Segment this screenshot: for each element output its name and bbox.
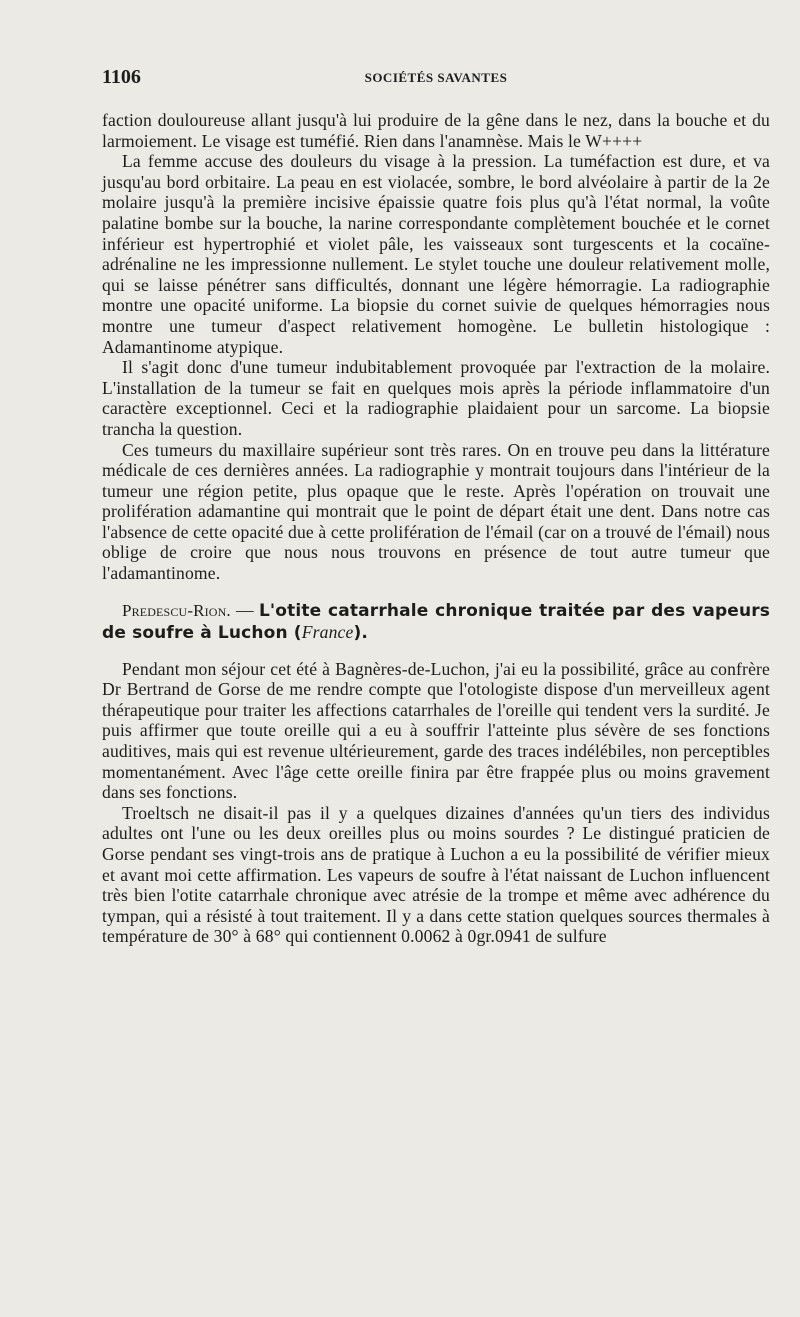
section-dash: — [230,599,259,620]
running-head: SOCIÉTÉS SAVANTES [364,70,508,85]
page-number: 1106 [102,66,141,88]
paragraph: Ces tumeurs du maxillaire supérieur sont très rares. On en trouve peu dans la littérature médicale de ces dernières années. La radiographie y montrait toujours dans l'intérieur de la tumeur une région petite, plus opaque que le reste. Après l'opération on trouvait une prolifération adamantine qui montrait que le point de départ était une dent. Dans notre cas l'absence de cette opacité due à cette prolifération de l'émail (car on a trouvé de l'émail) nous oblige de croire que nous nous trouvons en présence de tout autre tumeur que l'adamantinome. [102,439,770,584]
paragraph: Il s'agit donc d'une tumeur indubitablement provoquée par l'extraction de la molaire. L'installation de la tumeur se fait en quelques mois après la période inflammatoire d'un caractère exceptionnel. Ceci et la radiographie plaidaient pour un sarcome. La biopsie trancha la question. [102,357,770,439]
section-title-paren-close: ). [353,623,368,644]
section-title: L'otite catarrhale chronique traitée par des vapeurs de soufre à Luchon [102,600,770,644]
paragraph: faction douloureuse allant jusqu'à lui produire de la gêne dans le nez, dans la bouche et du larmoiement. Le visage est tuméfié. Rien dans l'anamnèse. Mais le W++++ [102,110,770,151]
section-heading [102,600,770,645]
section-author: Predescu-Rion. [122,600,231,620]
paragraph: Pendant mon séjour cet été à Bagnères-de-Luchon, j'ai eu la possibilité, grâce au confrère Dr Bertrand de Gorse de me rendre compte que l'otologiste dispose d'un merveilleux agent thérapeutique pour traiter les affections catarrhales de l'oreille qui tendent vers la surdité. Je puis affirmer que toute oreille qui a eu à souffrir l'atteinte plus sévère de ses fonctions auditives, mais qui est revenue ultérieurement, garde des traces indélébiles, non perceptibles momentanément. Avec l'âge cette oreille finira par être frappée plus ou moins gravement dans ses fonctions. [102,658,770,803]
body-text [102,110,770,947]
page-header [102,66,770,90]
section-title-paren-open: ( [287,623,302,644]
section-title-country: France [301,622,354,643]
paragraph: Troeltsch ne disait-il pas il y a quelques dizaines d'années qu'un tiers des individus adultes ont l'une ou les deux oreilles plus ou moins sourdes ? Le distingué praticien de Gorse pendant ses vingt-trois ans de pratique à Luchon a eu la possibilité de vérifier mieux et avant moi cette affirmation. Les vapeurs de soufre à l'état naissant de Luchon influencent très bien l'otite catarrhale chronique avec atrésie de la trompe et même avec adhérence du tympan, qui a résisté à tout traitement. Il y a dans cette station quelques sources thermales à température de 30° à 68° qui contiennent 0.0062 à 0gr.0941 de sulfure [102,802,770,947]
paragraph: La femme accuse des douleurs du visage à la pression. La tuméfaction est dure, et va jusqu'au bord orbitaire. La peau en est violacée, sombre, le bord alvéolaire à partir de la 2e molaire jusqu'à la première incisive épaissie quatre fois plus qu'à l'état normal, la voûte palatine bombe sur la bouche, la narine correspondante complètement bouchée et le cornet inférieur est hypertrophié et violet pâle, les vaisseaux sont turgescents et la cocaïne-adrénaline ne les impressionne nullement. Le stylet touche une douleur relativement molle, qui se laisse pénétrer sans difficultés, donnant une légère hémorragie. La radiographie montre une opacité uniforme. La biopsie du cornet suivie de quelques hémorragies nous montre une tumeur d'aspect relativement homogène. Le bulletin histologique : Adamantinome atypique. [102,151,770,357]
